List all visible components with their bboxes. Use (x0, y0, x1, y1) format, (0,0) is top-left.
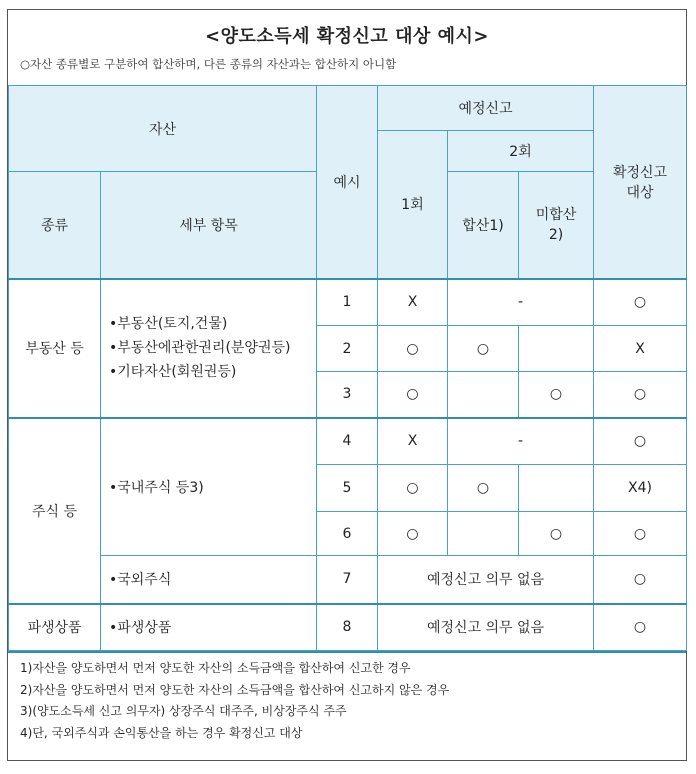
kind-derivatives: 파생상품 (9, 604, 101, 651)
row-confirm: ○ (594, 512, 687, 556)
row-combined (448, 512, 519, 556)
row-combined (448, 372, 519, 418)
header-prelim: 예정신고 (378, 86, 594, 131)
row-no: 6 (317, 512, 378, 556)
header-second: 2회 (448, 131, 594, 172)
header-first: 1회 (378, 131, 448, 279)
header-combined: 합산1) (448, 172, 519, 279)
row-second: - (448, 279, 594, 326)
derivatives-item: •파생상품 (101, 604, 317, 651)
header-confirm: 확정신고 대상 (594, 86, 687, 279)
row-confirm: ○ (594, 372, 687, 418)
row-not-combined: ○ (519, 372, 594, 418)
row-first: ○ (378, 512, 448, 556)
row-merged-note: 예정신고 의무 없음 (378, 556, 594, 604)
row-first: ○ (378, 326, 448, 372)
header-kind: 종류 (9, 172, 101, 279)
row-combined: ○ (448, 326, 519, 372)
footnote-3: 3)(양도소득세 신고 의무자) 상장주식 대주주, 비상장주식 주주 (20, 704, 347, 718)
row-first: ○ (378, 465, 448, 512)
footnotes (20, 658, 449, 744)
row-confirm: ○ (594, 279, 687, 326)
row-combined: ○ (448, 465, 519, 512)
row-second: - (448, 418, 594, 465)
kind-stocks: 주식 등 (9, 418, 101, 604)
header-asset: 자산 (9, 86, 317, 172)
row-confirm: ○ (594, 418, 687, 465)
row-first: X (378, 418, 448, 465)
header-detail: 세부 항목 (101, 172, 317, 279)
row-not-combined (519, 465, 594, 512)
header-example: 예시 (317, 86, 378, 279)
row-first: X (378, 279, 448, 326)
row-not-combined: ○ (519, 512, 594, 556)
document-frame (7, 9, 687, 761)
row-confirm: X4) (594, 465, 687, 512)
row-confirm: ○ (594, 556, 687, 604)
row-no: 2 (317, 326, 378, 372)
row-no: 4 (317, 418, 378, 465)
header-not-combined: 미합산 2) (519, 172, 594, 279)
stocks-foreign: •국외주식 (101, 556, 317, 604)
footnote-1: 1)자산을 양도하면서 먼저 양도한 자산의 소득금액을 합산하여 신고한 경우 (20, 661, 411, 675)
page-title: <양도소득세 확정신고 대상 예시> (204, 26, 489, 47)
row-no: 5 (317, 465, 378, 512)
row-not-combined (519, 326, 594, 372)
row-confirm: ○ (594, 604, 687, 651)
stocks-domestic: •국내주식 등3) (101, 418, 317, 556)
row-no: 1 (317, 279, 378, 326)
real-estate-items: •부동산(토지,건물) •부동산에관한권리(분양권등) •기타자산(회원권등) (101, 279, 317, 418)
footer-divider (8, 651, 686, 653)
row-no: 8 (317, 604, 378, 651)
kind-real-estate: 부동산 등 (9, 279, 101, 418)
footnote-4: 4)단, 국외주식과 손익통산을 하는 경우 확정신고 대상 (20, 725, 303, 740)
row-no: 7 (317, 556, 378, 604)
row-merged-note: 예정신고 의무 없음 (378, 604, 594, 651)
filing-table (8, 85, 687, 651)
row-no: 3 (317, 372, 378, 418)
scope-note: ○자산 종류별로 구분하여 합산하며, 다른 종류의 자산과는 합산하지 아니함 (20, 57, 397, 71)
footnote-2: 2)자산을 양도하면서 먼저 양도한 자산의 소득금액을 합산하여 신고하지 않은 경우 (20, 682, 450, 697)
row-confirm: X (594, 326, 687, 372)
row-first: ○ (378, 372, 448, 418)
